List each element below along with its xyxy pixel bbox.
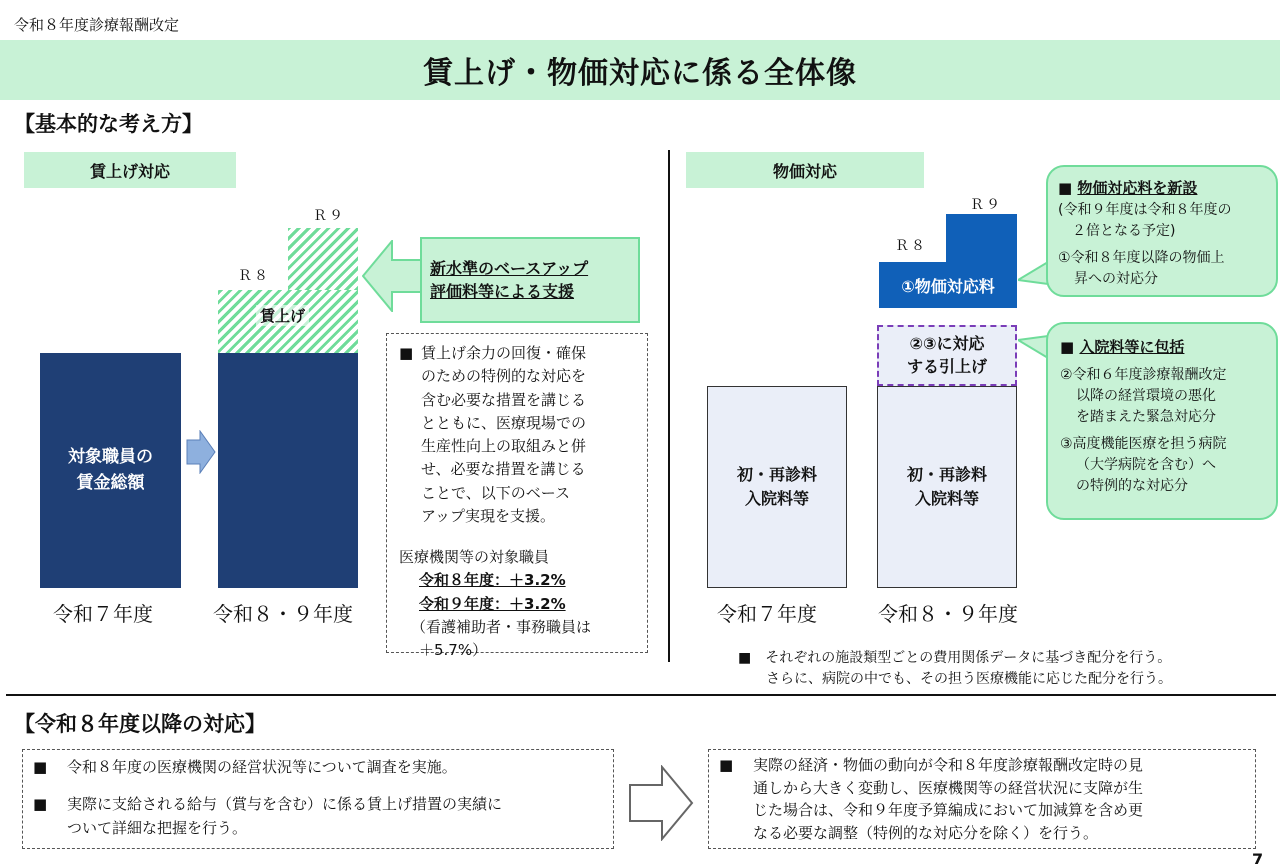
bubble-bottom-item3-3: の特例的な対応分 — [1076, 477, 1188, 494]
wage-section-label-text: 賃上げ対応 — [89, 161, 170, 181]
year-r7-wage: 令和７年度 — [53, 602, 153, 626]
bullet-icon: ■ — [1060, 338, 1075, 356]
page-title: 賃上げ・物価対応に係る全体像 — [423, 56, 857, 91]
future-left-item2 — [67, 793, 502, 840]
arrow-right-outline-icon — [628, 765, 694, 841]
wage-note-line: とともに、医療現場での — [421, 413, 587, 432]
year-r89-price: 令和８・９年度 — [878, 602, 1018, 626]
staff-heading: 医療機関等の対象職員 — [399, 548, 550, 566]
bullet-icon: ■ — [719, 756, 734, 774]
chinage-label: 賃上げ — [256, 305, 309, 326]
bullet-icon: ■ — [33, 758, 48, 776]
purple-dashed-box — [877, 325, 1017, 386]
bubble-inclusion — [1046, 322, 1278, 520]
box-r7-line2: 入院料等 — [744, 489, 809, 508]
bubble-bottom-item2-3: を踏まえた緊急対応分 — [1076, 408, 1216, 425]
price-section-label-text: 物価対応 — [772, 161, 837, 181]
tag-r8-wage: Ｒ８ — [238, 268, 270, 284]
bubble-price-fee — [1046, 165, 1278, 297]
bubble-top-item1: ①令和８年度以降の物価上 — [1058, 249, 1225, 266]
support-line2: 評価料等による支援 — [430, 282, 575, 301]
bar-r7-line2: 賃金総額 — [76, 472, 145, 493]
price-note-line1: ■ それぞれの施設類型ごとの費用関係データに基づき配分を行う。 — [738, 650, 1172, 666]
top-label: 令和８年度診療報酬改定 — [14, 16, 180, 34]
year-r7-price: 令和７年度 — [717, 602, 817, 626]
bar-r8-wage-base — [218, 353, 358, 588]
support-line1: 新水準のベースアップ — [430, 258, 589, 278]
wage-note-line: 賃上げ余力の回復・確保 — [421, 344, 587, 362]
box-r7-price — [707, 386, 847, 588]
box-r89-line1: 初・再診料 — [906, 465, 987, 484]
wage-note-row — [399, 342, 637, 528]
tag-r9-price: Ｒ９ — [970, 197, 1002, 213]
future-left-item2-line1: 実際に支給される給与（賞与を含む）に係る賃上げ措置の実績に — [67, 795, 503, 814]
staff-note-line2: ＋5.7%） — [419, 641, 488, 659]
wage-note-line: 生産性向上の取組みと併 — [421, 437, 587, 455]
future-right-box — [708, 749, 1256, 849]
bubble-bottom-title-text: 入院料等に包括 — [1079, 338, 1185, 356]
bubble-bottom-title — [1060, 336, 1270, 359]
wage-note-line: せ、必要な措置を講じる — [421, 460, 586, 479]
page-number: 7 — [1252, 850, 1264, 864]
year-r89-wage: 令和８・９年度 — [213, 602, 353, 626]
price-section-label — [686, 152, 924, 188]
arrow-right-icon — [186, 430, 216, 474]
bubble-top-title-text: 物価対応料を新設 — [1077, 179, 1198, 197]
wage-note-line: ことで、以下のベース — [421, 483, 570, 502]
purple-box-label — [907, 333, 987, 378]
future-left-row — [33, 756, 603, 779]
future-left-row — [33, 793, 603, 840]
blue-r9-block — [946, 214, 1017, 262]
center-divider — [668, 150, 670, 662]
price-note — [738, 648, 1172, 690]
bar-r7-line1: 対象職員の — [68, 447, 153, 467]
bar-r7-wage-total — [40, 353, 181, 588]
section-divider — [6, 694, 1276, 696]
purple-line2: する引上げ — [906, 356, 987, 376]
box-r7-line1: 初・再診料 — [736, 465, 817, 484]
future-right-line1: 実際の経済・物価の動向が令和８年度診療報酬改定時の見 — [753, 756, 1144, 774]
wage-section-label — [24, 152, 236, 188]
bubble-bottom-item2-2: 以降の経営環境の悪化 — [1076, 387, 1216, 404]
bubble-top-item2: 昇への対応分 — [1074, 270, 1158, 287]
bubble-top-sub1: (令和９年度は令和８年度の — [1058, 201, 1232, 218]
future-heading: 【令和８年度以降の対応】 — [14, 712, 266, 736]
bullet-icon: ■ — [399, 344, 414, 362]
box-r89-price — [877, 386, 1017, 588]
arrow-left-icon — [362, 240, 422, 312]
bubble-bottom-item3-1: ③高度機能医療を担う病院 — [1060, 435, 1227, 452]
future-right-row — [719, 754, 1245, 844]
future-left-item2-line2: ついて詳細な把握を行う。 — [67, 818, 248, 837]
basic-heading: 【基本的な考え方】 — [14, 112, 203, 136]
staff-note-line1: （看護補助者・事務職員は — [411, 617, 592, 636]
blue-r8-block — [879, 262, 1017, 308]
future-right-text — [753, 754, 1143, 844]
hatch-r9-increase — [288, 228, 358, 290]
bubble-bottom-item3-2: （大学病院を含む）へ — [1076, 456, 1216, 473]
tag-r9-wage: Ｒ９ — [313, 208, 345, 224]
wage-note-line: アップ実現を支援。 — [421, 506, 555, 525]
box-r89-line2: 入院料等 — [914, 489, 979, 508]
tag-r8-price: Ｒ８ — [895, 238, 927, 254]
bubble-top-title — [1058, 177, 1270, 200]
future-right-line3: じた場合は、令和９年度予算編成において加減算を含め更 — [753, 801, 1144, 819]
wage-note-line: 含む必要な措置を講じる — [421, 390, 587, 409]
bar-r7-label — [68, 445, 153, 496]
bullet-icon: ■ — [33, 795, 48, 814]
box-r7-label — [737, 463, 817, 511]
wage-note-box — [386, 333, 648, 659]
support-box — [420, 237, 640, 323]
wage-note-line: のための特例的な対応を — [421, 367, 587, 386]
price-note-line2: さらに、病院の中でも、その担う医療機能に応じた配分を行う。 — [738, 671, 1172, 687]
box-r89-label — [907, 463, 987, 511]
bubble-bottom-item2-1: ②令和６年度診療報酬改定 — [1060, 366, 1227, 383]
future-right-line4: なる必要な調整（特例的な対応分を除く）を行う。 — [753, 823, 1099, 842]
future-right-line2: 通しから大きく変動し、医療機関等の経営状況に支障が生 — [753, 778, 1144, 797]
blue-block-label: ①物価対応料 — [901, 276, 995, 296]
staff-r9-rate: 令和９年度：＋3.2% — [419, 594, 566, 613]
bubble-top-sub2: ２倍となる予定) — [1072, 222, 1176, 239]
future-left-box — [22, 749, 614, 849]
purple-line1: ②③に対応 — [909, 334, 985, 354]
bullet-icon: ■ — [1058, 179, 1073, 197]
wage-note-text — [421, 342, 586, 528]
future-left-item1: 令和８年度の医療機関の経営状況等について調査を実施。 — [67, 758, 457, 776]
staff-r8-rate: 令和８年度：＋3.2% — [419, 571, 566, 590]
